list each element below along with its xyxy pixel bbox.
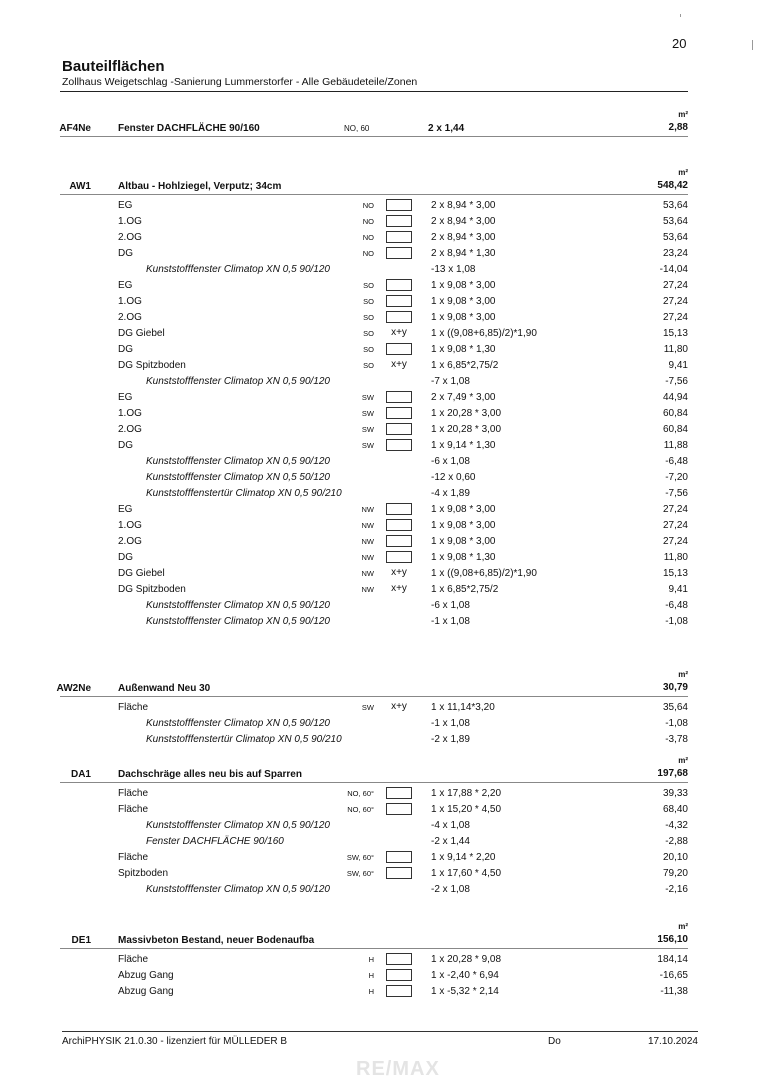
rectangle-shape-icon [386,953,412,965]
section-unit: m² [678,110,688,119]
row-label: DG Giebel [118,568,165,579]
row-label: 2.OG [118,536,142,547]
row-label: Kunststofffenster Climatop XN 0,5 90/120 [146,376,330,387]
row-value: -6,48 [665,456,688,467]
row-label: Abzug Gang [118,986,174,997]
section-rule [60,782,688,783]
row-orientation: NW [361,569,374,578]
row-orientation: NO [362,233,374,242]
row-value: -2,88 [665,836,688,847]
row-formula: 1 x 9,08 * 3,00 [431,520,496,531]
row-label: EG [118,200,133,211]
row-value: 9,41 [668,360,688,371]
row-shape-type: x+y [391,327,407,338]
section-code: AF4Ne [59,123,91,134]
row-formula: -4 x 1,08 [431,820,470,831]
row-orientation: NO [362,249,374,258]
row-label: Kunststofffenster Climatop XN 0,5 90/120 [146,718,330,729]
row-orientation: NW [361,553,374,562]
table-row [0,566,763,582]
table-row [0,454,763,470]
rectangle-shape-icon [386,969,412,981]
row-value: 35,64 [662,702,688,713]
row-value: 11,88 [663,440,688,451]
row-label: 1.OG [118,296,142,307]
row-formula: 1 x 9,08 * 3,00 [431,296,496,307]
row-formula: -2 x 1,44 [431,836,470,847]
row-label: 1.OG [118,408,142,419]
row-value: -14,04 [659,264,688,275]
table-row [0,310,763,326]
row-formula: 1 x 9,08 * 3,00 [431,504,496,515]
row-label: EG [118,504,133,515]
rectangle-shape-icon [386,503,412,515]
row-value: -4,32 [665,820,688,831]
row-formula: -6 x 1,08 [431,456,470,467]
rectangle-shape-icon [386,199,412,211]
row-value: -2,16 [665,884,688,895]
row-formula: 1 x ((9,08+6,85)/2)*1,90 [431,568,537,579]
row-label: 2.OG [118,312,142,323]
row-value: 27,24 [662,296,688,307]
row-formula: -13 x 1,08 [431,264,476,275]
row-label: Spitzboden [118,868,169,879]
row-orientation: H [368,955,374,964]
rectangle-shape-icon [386,247,412,259]
table-row [0,850,763,866]
rectangle-shape-icon [386,787,412,799]
row-formula: -6 x 1,08 [431,600,470,611]
row-formula: -1 x 1,08 [431,616,470,627]
row-formula: 1 x 9,08 * 1,30 [431,344,496,355]
section-rule [60,696,688,697]
row-formula: 1 x 20,28 * 3,00 [431,408,502,419]
table-row [0,968,763,984]
rectangle-shape-icon [386,803,412,815]
row-label: DG [118,344,133,355]
row-value: -3,78 [665,734,688,745]
row-formula: 1 x 17,60 * 4,50 [431,868,502,879]
row-orientation: NO, 60° [347,805,374,814]
row-value: -16,65 [659,970,688,981]
row-orientation: SO [363,297,374,306]
page-title: Bauteilflächen [62,58,165,75]
section-unit: m² [678,168,688,177]
page-footer [62,1031,698,1048]
table-row [0,262,763,278]
row-value: 27,24 [662,280,688,291]
row-label: Kunststofffenster Climatop XN 0,5 90/120 [146,884,330,895]
table-row [0,294,763,310]
row-orientation: H [368,971,374,980]
section-header [0,168,763,196]
row-formula: 1 x 11,14*3,20 [431,702,495,713]
row-orientation: SW [361,409,374,418]
page-number: 20 [672,36,687,51]
row-orientation: SW [361,425,374,434]
row-orientation: NO [362,217,374,226]
row-label: Kunststofffenstertür Climatop XN 0,5 90/210 [146,488,342,499]
rectangle-shape-icon [386,519,412,531]
table-row [0,342,763,358]
table-row [0,518,763,534]
row-value: 44,94 [662,392,688,403]
row-label: 2.OG [118,424,142,435]
row-label: DG [118,552,133,563]
row-formula: 1 x 6,85*2,75/2 [431,584,499,595]
row-formula: 1 x -5,32 * 2,14 [431,986,499,997]
row-formula: -12 x 0,60 [431,472,476,483]
row-value: 20,10 [662,852,688,863]
rectangle-shape-icon [386,231,412,243]
row-value: -6,48 [665,600,688,611]
row-formula: -2 x 1,08 [431,884,470,895]
row-value: 23,24 [662,248,688,259]
rectangle-shape-icon [386,279,412,291]
row-orientation: SW, 60° [346,869,374,878]
table-row [0,406,763,422]
watermark: RE/MAX [356,1058,440,1080]
row-orientation: SO [363,329,374,338]
row-orientation: NW [361,521,374,530]
row-shape-type: x+y [391,567,407,578]
row-formula: -4 x 1,89 [431,488,470,499]
row-orientation: SW [361,703,374,712]
row-label: 1.OG [118,216,142,227]
header-rule [60,91,688,92]
section-unit: m² [678,670,688,679]
row-value: -7,20 [665,472,688,483]
section-rule [60,948,688,949]
table-row [0,422,763,438]
row-value: 53,64 [662,200,688,211]
table-row [0,598,763,614]
row-orientation: SO [363,281,374,290]
section-total: 197,68 [657,768,688,779]
row-label: Kunststofffenster Climatop XN 0,5 50/120 [146,472,330,483]
row-formula: 1 x 9,14 * 1,30 [431,440,496,451]
row-value: 60,84 [662,408,688,419]
table-row [0,802,763,818]
table-row [0,952,763,968]
row-label: 1.OG [118,520,142,531]
row-formula: 1 x 9,14 * 2,20 [431,852,496,863]
row-formula: 1 x 20,28 * 3,00 [431,424,502,435]
rectangle-shape-icon [386,851,412,863]
section-code: AW2Ne [56,683,91,694]
row-value: -7,56 [665,488,688,499]
row-orientation: SW [361,441,374,450]
row-orientation: SW, 60° [346,853,374,862]
rectangle-shape-icon [386,295,412,307]
section-title: Fenster DACHFLÄCHE 90/160 [118,123,260,134]
section-header [0,756,763,784]
row-label: Fläche [118,702,149,713]
table-row [0,326,763,342]
row-label: Fläche [118,804,149,815]
row-orientation: SW [361,393,374,402]
section-header [0,670,763,698]
row-label: DG [118,440,133,451]
row-label: Kunststofffenster Climatop XN 0,5 90/120 [146,600,330,611]
table-row [0,818,763,834]
row-label: Kunststofffenster Climatop XN 0,5 90/120 [146,616,330,627]
section-header [0,922,763,950]
row-label: DG Giebel [118,328,165,339]
row-label: Fläche [118,954,149,965]
section-title: Außenwand Neu 30 [118,683,211,694]
row-formula: 2 x 8,94 * 3,00 [431,200,496,211]
table-row [0,582,763,598]
footer-initials: Do [548,1036,561,1047]
rectangle-shape-icon [386,439,412,451]
row-formula: 1 x 9,08 * 3,00 [431,280,496,291]
footer-license: ArchiPHYSIK 21.0.30 - lizenziert für MÜLLEDER B [62,1036,288,1047]
row-label: Kunststofffenstertür Climatop XN 0,5 90/210 [146,734,342,745]
table-row [0,230,763,246]
row-value: 27,24 [662,504,688,515]
row-formula: 1 x 17,88 * 2,20 [431,788,502,799]
section-unit: m² [678,756,688,765]
rectangle-shape-icon [386,535,412,547]
row-value: 11,80 [663,552,688,563]
row-value: 39,33 [662,788,688,799]
table-row [0,834,763,850]
table-row [0,246,763,262]
row-label: EG [118,280,133,291]
row-value: 60,84 [662,424,688,435]
section-total: 30,79 [662,682,688,693]
scan-mark [752,40,753,50]
row-formula: 2 x 8,94 * 1,30 [431,248,496,259]
row-value: 15,13 [662,568,688,579]
page-subtitle: Zollhaus Weigetschlag -Sanierung Lummerstorfer - Alle Gebäudeteile/Zonen [62,76,418,88]
rectangle-shape-icon [386,311,412,323]
row-value: -1,08 [665,718,688,729]
row-formula: -7 x 1,08 [431,376,470,387]
row-value: -11,38 [660,986,688,997]
row-value: 27,24 [662,536,688,547]
rectangle-shape-icon [386,343,412,355]
scan-mark [680,14,681,17]
row-orientation: SO [363,345,374,354]
row-label: Kunststofffenster Climatop XN 0,5 90/120 [146,820,330,831]
row-label: Fläche [118,852,149,863]
row-value: 53,64 [662,232,688,243]
section-code: DA1 [70,769,91,780]
table-row [0,550,763,566]
table-row [0,438,763,454]
rectangle-shape-icon [386,407,412,419]
table-row [0,278,763,294]
row-orientation: SO [363,313,374,322]
row-formula: 1 x 20,28 * 9,08 [431,954,502,965]
row-formula: 1 x 15,20 * 4,50 [431,804,502,815]
row-formula: -2 x 1,89 [431,734,470,745]
table-row [0,866,763,882]
rectangle-shape-icon [386,551,412,563]
table-row [0,786,763,802]
row-value: 9,41 [668,584,688,595]
table-row [0,700,763,716]
rectangle-shape-icon [386,423,412,435]
row-value: -7,56 [665,376,688,387]
section-total: 156,10 [657,934,688,945]
row-label: 2.OG [118,232,142,243]
section-rule [60,194,688,195]
row-orientation: SO [363,361,374,370]
table-row [0,198,763,214]
table-row [0,214,763,230]
section-total: 2,88 [668,122,688,133]
row-label: Fenster DACHFLÄCHE 90/160 [146,836,284,847]
section-title: Massivbeton Bestand, neuer Bodenaufba [118,935,315,946]
row-formula: 2 x 8,94 * 3,00 [431,216,496,227]
row-value: 68,40 [662,804,688,815]
table-row [0,502,763,518]
row-formula: 1 x -2,40 * 6,94 [431,970,499,981]
row-formula: 1 x 9,08 * 3,00 [431,536,496,547]
section-title: Dachschräge alles neu bis auf Sparren [118,769,302,780]
footer-date: 17.10.2024 [647,1036,698,1047]
row-shape-type: x+y [391,359,407,370]
table-row [0,732,763,748]
row-orientation: NW [361,505,374,514]
section-rule [60,136,688,137]
row-formula: 1 x 6,85*2,75/2 [431,360,499,371]
table-row [0,358,763,374]
section-total: 548,42 [657,180,688,191]
row-formula: 2 x 8,94 * 3,00 [431,232,496,243]
row-value: 15,13 [662,328,688,339]
section-title: Altbau - Hohlziegel, Verputz; 34cm [118,181,282,192]
row-value: 27,24 [662,312,688,323]
table-row [0,390,763,406]
row-formula: -1 x 1,08 [431,718,470,729]
section-code: DE1 [71,935,91,946]
table-row [0,614,763,630]
row-shape-type: x+y [391,583,407,594]
rectangle-shape-icon [386,867,412,879]
row-label: Kunststofffenster Climatop XN 0,5 90/120 [146,264,330,275]
rectangle-shape-icon [386,985,412,997]
row-value: 53,64 [662,216,688,227]
row-label: Fläche [118,788,149,799]
row-orientation: NO [362,201,374,210]
table-row [0,470,763,486]
section-unit: m² [678,922,688,931]
table-row [0,374,763,390]
row-value: 11,80 [663,344,688,355]
table-row [0,716,763,732]
row-value: 27,24 [662,520,688,531]
row-value: 184,14 [657,954,688,965]
rectangle-shape-icon [386,215,412,227]
row-value: -1,08 [665,616,688,627]
row-label: Abzug Gang [118,970,174,981]
section-orientation: NO, 60 [344,124,370,133]
row-value: 79,20 [662,868,688,879]
row-formula: 1 x ((9,08+6,85)/2)*1,90 [431,328,537,339]
section-formula: 2 x 1,44 [428,123,465,134]
section-header [0,110,763,138]
row-formula: 1 x 9,08 * 1,30 [431,552,496,563]
row-orientation: H [368,987,374,996]
row-shape-type: x+y [391,701,407,712]
row-orientation: NW [361,537,374,546]
row-formula: 2 x 7,49 * 3,00 [431,392,496,403]
table-row [0,984,763,1000]
row-label: DG [118,248,133,259]
row-label: EG [118,392,133,403]
section-code: AW1 [69,181,91,192]
rectangle-shape-icon [386,391,412,403]
table-row [0,486,763,502]
row-label: DG Spitzboden [118,584,186,595]
row-orientation: NW [361,585,374,594]
table-row [0,882,763,898]
table-row [0,534,763,550]
row-formula: 1 x 9,08 * 3,00 [431,312,496,323]
row-label: Kunststofffenster Climatop XN 0,5 90/120 [146,456,330,467]
row-label: DG Spitzboden [118,360,186,371]
row-orientation: NO, 60° [347,789,374,798]
